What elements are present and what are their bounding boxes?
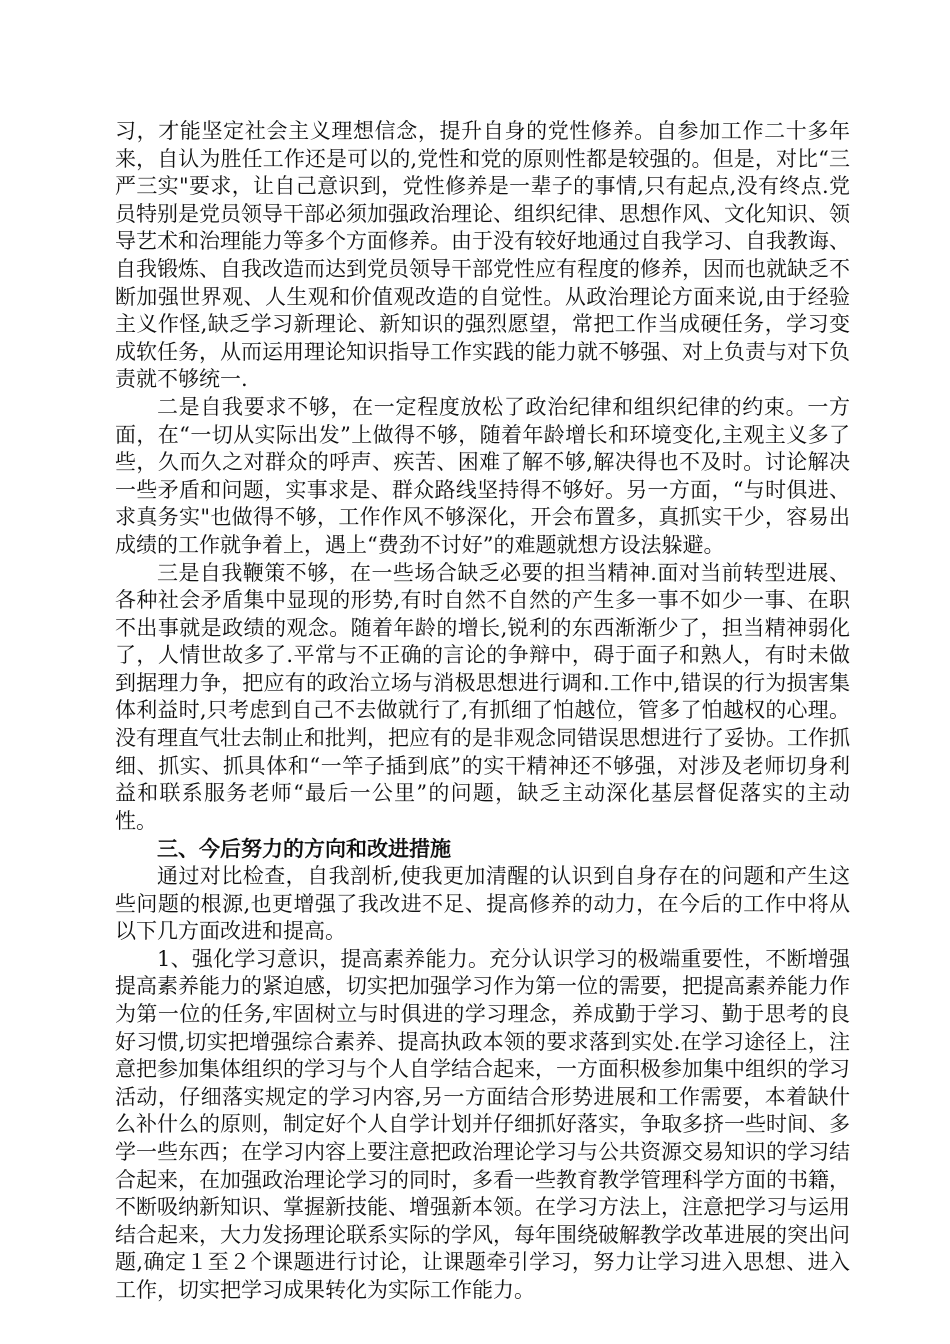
document-body [115, 118, 850, 1305]
paragraph-responsibility: 三是自我鞭策不够，在一些场合缺乏必要的担当精神.面对当前转型进展、各种社会矛盾集中显现的形势,有时自然不自然的产生多一事不如少一事、在职不出事就是政绩的观念。随着年龄的增长,锐利的东西渐渐少了，担当精神弱化了，人情世故多了.平常与不正确的言论的争辩中，碍于面子和熟人，有时未做到据理力争，把应有的政治立场与消极思想进行调和.工作中,错误的行为损害集体利益时,只考虑到自己不去做就行了,有抓细了怕越位，管多了怕越权的心理。没有理直气壮去制止和批判，把应有的是非观念同错误思想进行了妥协。工作抓细、抓实、抓具体和“一竿子插到底”的实干精神还不够强，对涉及老师切身利益和联系服务老师“最后一公里”的问题，缺乏主动深化基层督促落实的主动性。 [115, 560, 850, 833]
paragraph-party-spirit: 习，才能坚定社会主义理想信念，提升自身的党性修养。自参加工作二十多年来，自认为胜任工作还是可以的,党性和党的原则性都是较强的。但是，对比“三严三实"要求，让自己意识到，党性修养是一辈子的事情,只有起点,没有终点.党员特别是党员领导干部必须加强政治理论、组织纪律、思想作风、文化知识、领导艺术和治理能力等多个方面修养。由于没有较好地通过自我学习、自我教诲、自我锻炼、自我改造而达到党员领导干部党性应有程度的修养，因而也就缺乏不断加强世界观、人生观和价值观改造的自觉性。从政治理论方面来说,由于经验主义作怪,缺乏学习新理论、新知识的强烈愿望，常把工作当成硬任务，学习变成软任务，从而运用理论知识指导工作实践的能力就不够强、对上负责与对下负责就不够统一. [115, 119, 850, 392]
section-heading-improvement: 三、今后努力的方向和改进措施 [157, 836, 451, 862]
paragraph-self-discipline: 二是自我要求不够，在一定程度放松了政治纪律和组织纪律的约束。一方面，在“一切从实际出发”上做得不够，随着年龄增长和环境变化,主观主义多了些，久而久之对群众的呼声、疾苦、困难了解不够,解决得也不及时。讨论解决一些矛盾和问题，实事求是、群众路线坚持得不够好。另一方面，“与时俱进、求真务实"也做得不够，工作作风不够深化，开会布置多，真抓实干少，容易出成绩的工作就争着上，遇上“费劲不讨好”的难题就想方设法躲避。 [115, 394, 850, 557]
paragraph-learning-measures: 1、强化学习意识，提高素养能力。充分认识学习的极端重要性，不断增强提高素养能力的紧迫感，切实把加强学习作为第一位的需要，把提高素养能力作为第一位的任务,牢固树立与时俱进的学习理念，养成勤于学习、勤于思考的良好习惯,切实把增强综合素养、提高执政本领的要求落到实处.在学习途径上，注意把参加集体组织的学习与个人自学结合起来，一方面积极参加集中组织的学习活动，仔细落实规定的学习内容,另一方面结合形势进展和工作需要，本着缺什么补什么的原则，制定好个人自学计划并仔细抓好落实，争取多挤一些时间、多学一些东西；在学习内容上要注意把政治理论学习与公共资源交易知识的学习结合起来，在加强政治理论学习的同时，多看一些教育教学管理科学方面的书籍，不断吸纳新知识、掌握新技能、增强新本领。在学习方法上，注意把学习与运用结合起来，大力发扬理论联系实际的学风，每年围绕破解教学改革进展的突出问题,确定１至２个课题进行讨论，让课题牵引学习，努力让学习进入思想、进入工作，切实把学习成果转化为实际工作能力。 [115, 946, 850, 1302]
paragraph-self-analysis: 通过对比检查，自我剖析,使我更加清醒的认识到自身存在的问题和产生这些问题的根源,也更增强了我改进不足、提高修养的动力，在今后的工作中将从以下几方面改进和提高。 [115, 864, 850, 944]
